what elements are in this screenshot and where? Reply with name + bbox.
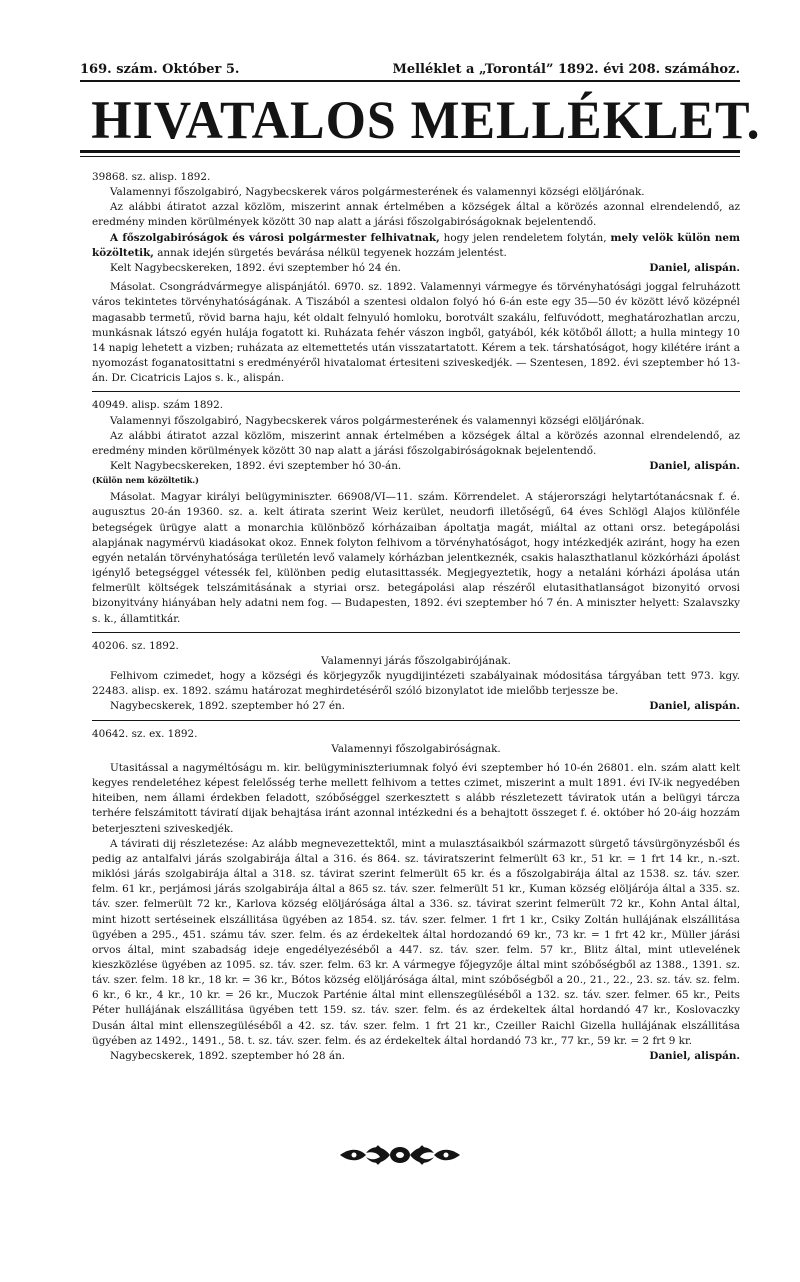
notice-40642 — [92, 727, 740, 1065]
issue-number: 169. szám. Október 5. — [80, 62, 240, 77]
notice-addressee: Valamennyi főszolgabiróságnak. — [331, 742, 501, 755]
notice-date: Kelt Nagybecskereken, 1892. évi szeptember hó 30-án. — [110, 459, 402, 472]
supplement-note: Melléklet a „Torontál” 1892. évi 208. számához. — [392, 62, 740, 77]
body-text: annak idején sürgetés bevárása nélkül tegyenek hozzám jelentést. — [153, 246, 507, 259]
notice-number: 40949. alisp. szám 1892. — [92, 399, 223, 412]
header-rule — [80, 80, 740, 82]
signature: Daniel, alispán. — [649, 700, 740, 713]
notice-40949 — [92, 398, 740, 626]
notice-date: Kelt Nagybecskereken, 1892. évi szeptember hó 24 én. — [110, 261, 401, 274]
section-divider — [92, 632, 740, 633]
notice-number: 40642. sz. ex. 1892. — [92, 727, 198, 740]
signature: Daniel, alispán. — [649, 1050, 740, 1063]
document-body — [92, 170, 740, 1064]
page-title: HIVATALOS MELLÉKLET. — [91, 90, 761, 150]
notice-date: Nagybecskerek, 1892. szeptember hó 27 én. — [110, 700, 346, 713]
notice-details: A távirati dij részletezése: Az alább megnevezettektől, mint a mulasztásaikból származott sürgető távsürgönyzésből és pedig az antalfalvi járás szolgabirája által a 316. és 864. sz. táviratszerint felmerült 63 kr., 51 kr. = 1 frt 14 kr., n.-szt. miklósi járás szolgabirája által a 318. sz. távirat szerint felmerült 65 kr. és a főszolgabirája által az 1538. sz. táv. szer. felm. 61 kr., perjámosi járás szolgabirája által a 865 sz. táv. szer. felmerült 51 kr., Kuman község elöljárója által a 335. sz. táv. szer. felmerült 72 kr., Karlova község elöljárósága által a 336. sz. távirat szerint felmerült 72 kr., Kohn Antal által, mint hizott sertéseinek elszállitása ügyében az 1854. sz. táv. szer. felmer. 1 frt 1 kr., Csiky Zoltán hullájának elszállitása ügyében a 295., 451. számu táv. szer. felm. és az érdekeltek által hordozandó 69 kr., 73 kr. = 1 frt 42 kr., Müller járási orvos által, mint szabadság ideje engedélyezéséből a 447. sz. táv. szer. felm. 57 kr., Blitz által, mint utlevelének kieszközlése ügyében az 1095. sz. táv. szer. felm. 63 kr. A vármegye főjegyzője által mint szóbőségből az 1388., 1391. sz. táv. szer. felm. 18 kr., 18 kr. = 36 kr., Bótos község elöljárósága által, mint szóbőségből a 20., 21., 22., 23. sz. táv. sz. felm. 6 kr., 6 kr., 4 kr., 10 kr. = 26 kr., Muczok Parténie által mint ellenszegüléséből a 132. sz. táv. szer. felmer. 65 kr., Peits Péter hullájának elszállitása ügyében tett 159. sz. táv. szer. felm. és az érdekeltek által hordandó 47 kr., Koslovaczky Dusán által mint ellenszegüléséből a 42. sz. táv. szer. felm. 1 frt 21 kr., Czeiller Raichl Gizella hullájának elszállitása ügyében az 1492., 1491., 58. t. sz. táv. szer. felm. és az érdekeltek által hordandó 73 kr., 77 kr., 59 kr. = 2 frt 9 kr. — [92, 837, 740, 1047]
notice-body: Az alábbi átiratot azzal közlöm, miszerint annak értelmében a községek által a körözés azonnal elrendelendő, az eredmény minden körülmények között 30 nap alatt a járási főszolgabiróságoknak bejelentendő. — [92, 429, 740, 457]
notice-addressee: Valamennyi járás főszolgabirójának. — [321, 654, 511, 667]
emphasis-text: mely velök külön nem közöltetik, — [92, 231, 740, 259]
notice-note: (Külön nem közöltetik.) — [92, 475, 199, 486]
page-header — [80, 60, 740, 80]
title-rule-thick — [80, 150, 740, 153]
notice-addressee: Valamennyi főszolgabiró, Nagybecskerek város polgármesterének és valamennyi községi elöljárónak. — [110, 414, 645, 427]
ornamental-flourish-icon — [336, 1143, 464, 1167]
notice-body: Felhivom czimedet, hogy a községi és körjegyzők nyugdijintézeti szabályainak módositása tárgyában tett 973. kgy. 22483. alisp. ex. 1892. számu határozat meghirdetéséről szóló bizonylatot ide mielőbb terjessze be. — [92, 670, 740, 698]
body-text: hogy jelen rendeletem folytán, — [439, 231, 611, 244]
notice-number: 40206. sz. 1892. — [92, 639, 179, 652]
notice-addressee: Valamennyi főszolgabiró, Nagybecskerek város polgármesterének és valamennyi községi elöljárónak. — [110, 186, 645, 199]
notice-40206 — [92, 639, 740, 715]
title-rule-thin — [80, 156, 740, 157]
notice-body-2 — [92, 231, 740, 261]
notice-date: Nagybecskerek, 1892. szeptember hó 28 án. — [110, 1049, 346, 1062]
notice-39868 — [92, 170, 740, 386]
signature: Daniel, alispán. — [649, 460, 740, 473]
notice-body: Utasitással a nagyméltóságu m. kir. belügyminiszteriumnak folyó évi szeptember hó 10-én 26801. eln. szám alatt kelt kegyes rendeletéhez képest felelősség terhe mellett felhivom a tettes czimet, miszerint a mult 1891. évi IV-ik negyedében hiteiben, nem állami érdekben feladott, szóbőséggel szerkesztett s alább részletezett táviratok után a belügyi tárcza terhére felszámitott táviratí dijak behajtása iránt azonnal intézkedni és a behajtott összeget f. é. október hó 20-áig hozzám beterjeszteni sziveskedjék. — [92, 761, 740, 835]
emphasis-text: A főszolgabiróságok és városi polgármester felhivatnak, — [110, 231, 440, 244]
copy-text: Másolat. Magyar királyi belügyminiszter. 66908/VI—11. szám. Körrendelet. A stájerországi helytartótanácsnak f. é. augusztus 20-án 19360. sz. a. kelt átirata szerint Weiz kerület, neudorfi illetőségű, 64 éves Schlögl Alajos különféle betegségek ürügye alatt a monarchia különböző kórházaiban ápoltatja magát, miáltal az ottani orsz. betegápolási alapjának nagymérvü kiadásokat okoz. Ennek folyton felhivom a törvényhatóságot, hogy intézkedjék aziránt, hogy ha ezen egyén netalán törvényhatósága területén levő valamely kórházban jelentkeznék, csakis halaszthatlanul közkórházi ápolást igénylő betegséggel vétessék fel, különben pedig elutasittassék. Megjegyeztetik, hogy a netaláni kórházi ápolása után felmerült költségek telszámitásának a styriai orsz. betegápolási alap részéről elutasithatlanságot bizonyitó orvosi bizonyitvány hiányában hely adatni nem fog. — Budapesten, 1892. évi szeptember hó 7 én. A miniszter helyett: Szalavszky s. k., államtitkár. — [92, 491, 740, 625]
copy-text: Másolat. Csongrádvármegye alispánjától. 6970. sz. 1892. Valamennyi vármegye és törvényhatósági joggal felruházott város tekintetes törvényhatóságának. A Tiszából a szentesi oldalon folyó hó 6-án este egy 35—50 év között lévő középnél magasabb termetű, rövid barna haju, két oldalt felnyuló homloku, borotvált szakálu, felfuvódott, meghatározhatlan arczu, munkásnak látszó egyén hulája fogatott ki. Ruházata fehér vászon ingből, gatyából, kék kötőből állott; a hulla mintegy 10 14 napig lehetett a vizben; ruházata az eltemettetés után visszatartatott. Kérem a tek. társhatóságot, hogy kilétére iránt a nyomozást foganatosittatni s eredményéről hivatalomat értesiteni sziveskedjék. — Szentesen, 1892. évi szeptember hó 13-án. Dr. Cicatricis Lajos s. k., alispán. — [92, 281, 740, 385]
signature: Daniel, alispán. — [649, 262, 740, 275]
notice-body: Az alábbi átiratot azzal közlöm, miszerint annak értelmében a községek által a körözés azonnal elrendelendő, az eredmény minden körülmények között 30 nap alatt a járási főszolgabiróságoknak bejelentendő. — [92, 201, 740, 229]
section-divider — [92, 720, 740, 721]
notice-number: 39868. sz. alisp. 1892. — [92, 171, 211, 183]
section-divider — [92, 391, 740, 392]
